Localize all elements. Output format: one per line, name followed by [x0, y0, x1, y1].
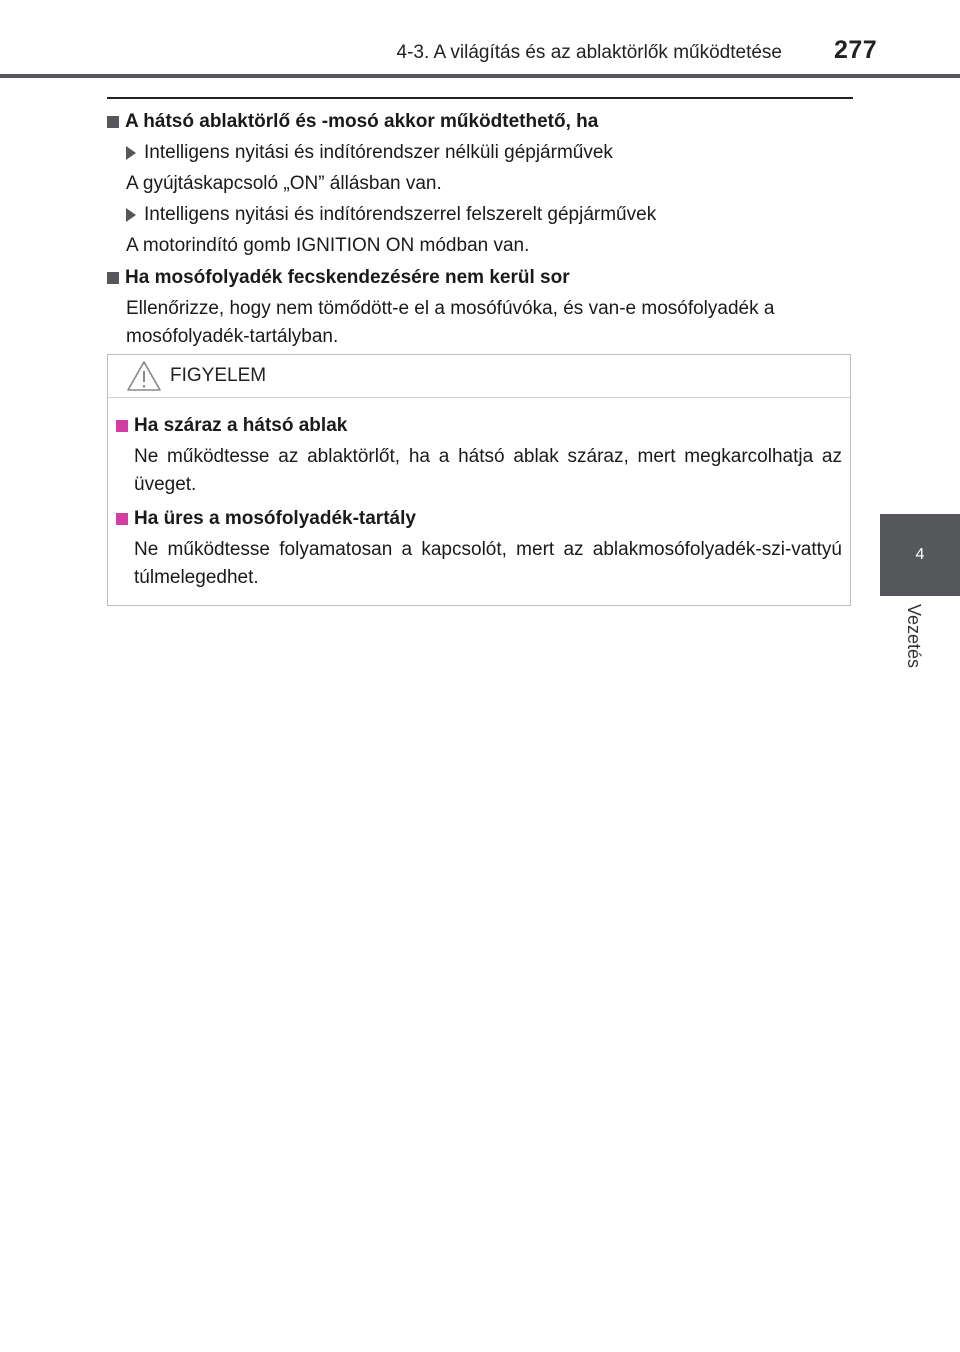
section-heading-text: Ha mosófolyadék fecskendezésére nem kerül sor	[125, 267, 570, 288]
section-title: 4-3. A világítás és az ablaktörlők működtetése	[396, 42, 782, 63]
warning-triangle-icon	[126, 360, 162, 392]
warning-item-text: Ne működtesse az ablaktörlőt, ha a hátsó ablak száraz, mert megkarcolhatja az üveget.	[134, 446, 842, 495]
triangle-bullet-icon	[126, 208, 136, 222]
square-bullet-icon	[116, 420, 128, 432]
chapter-tab	[880, 514, 960, 596]
square-bullet-icon	[107, 116, 119, 128]
warning-body	[108, 398, 850, 592]
page-number: 277	[834, 36, 878, 64]
content-rule	[107, 97, 853, 99]
chapter-label-container	[900, 604, 930, 684]
condition-item	[107, 201, 853, 229]
condition-item	[107, 139, 853, 167]
condition-text: Intelligens nyitási és indítórendszer nélküli gépjárművek	[144, 142, 613, 163]
chapter-number: 4	[915, 546, 925, 563]
section-heading	[107, 108, 853, 136]
section-heading-text: A hátsó ablaktörlő és -mosó akkor működtethető, ha	[125, 111, 599, 132]
chapter-label: Vezetés	[904, 604, 924, 669]
paragraph: Ellenőrizze, hogy nem tömődött-e el a mosófúvóka, és van-e mosófolyadék a mosófolyadék-tartályban.	[126, 298, 775, 347]
warning-item-heading-text: Ha száraz a hátsó ablak	[134, 415, 348, 436]
warning-header	[108, 355, 850, 398]
square-bullet-icon	[116, 513, 128, 525]
paragraph: A gyújtáskapcsoló „ON” állásban van.	[126, 173, 442, 194]
header-rule	[0, 74, 960, 78]
section-heading	[107, 264, 853, 292]
warning-box	[107, 354, 851, 606]
warning-item-heading	[116, 505, 842, 533]
condition-text: Intelligens nyitási és indítórendszerrel felszerelt gépjárművek	[144, 204, 657, 225]
square-bullet-icon	[107, 272, 119, 284]
paragraph: A motorindító gomb IGNITION ON módban van.	[126, 235, 530, 256]
warning-title: FIGYELEM	[170, 365, 267, 386]
warning-item-heading	[116, 412, 842, 440]
main-content	[107, 108, 853, 351]
triangle-bullet-icon	[126, 146, 136, 160]
warning-item-heading-text: Ha üres a mosófolyadék-tartály	[134, 508, 416, 529]
warning-item-text: Ne működtesse folyamatosan a kapcsolót, mert az ablakmosófolyadék-szi-vattyú túlmelegedhet.	[134, 539, 842, 588]
